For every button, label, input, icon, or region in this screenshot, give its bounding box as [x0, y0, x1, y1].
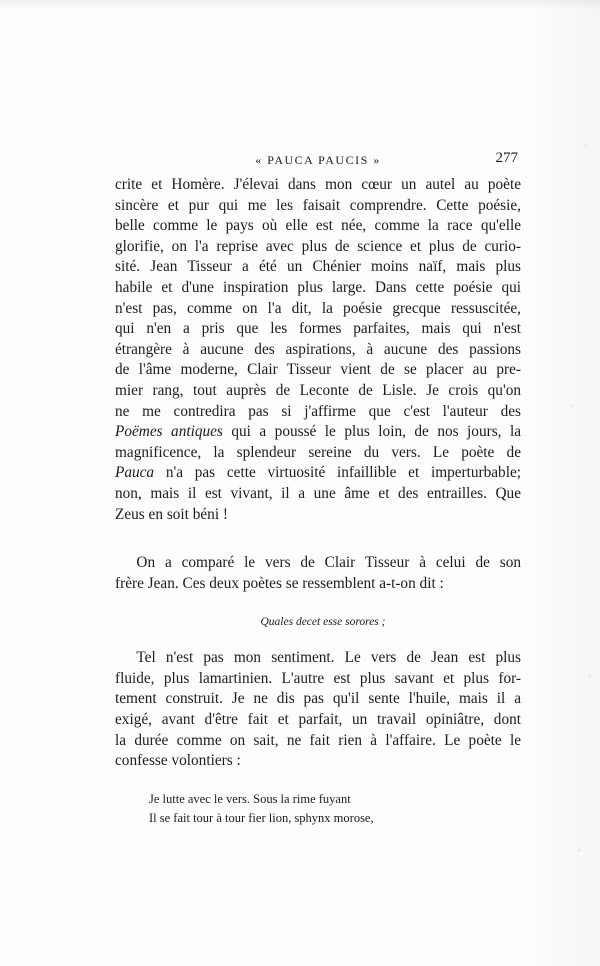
text-line: sité. Jean Tisseur a été un Chénier moins naïf, mais plus: [115, 258, 521, 276]
book-title-poemes-antiques: Poëmes antiques: [115, 423, 223, 441]
text-fragment: qui a poussé le plus loin, de nos jours, la: [222, 423, 521, 441]
paragraph-gap: [115, 594, 521, 612]
running-head: [118, 150, 518, 170]
latin-citation: Quales decet esse sorores ;: [260, 616, 386, 629]
text-fragment: n'a pas cette virtuosité infaillible et imperturbable;: [154, 464, 521, 482]
book-title-pauca: Pauca: [115, 464, 155, 482]
text-line: [115, 463, 521, 484]
text-line: On a comparé le vers de Clair Tisseur à celui de son: [136, 554, 521, 572]
running-title: « PAUCA PAUCIS »: [255, 153, 381, 167]
text-line: glorifie, on l'a reprise avec plus de science et plus de curio-: [115, 237, 521, 255]
scan-edge-right: [530, 0, 600, 966]
paragraph-gap: [115, 525, 521, 553]
text-line: de l'âme moderne, Clair Tisseur vient de se placer au pre-: [115, 361, 521, 379]
text-line: magnificence, la splendeur sereine du vers. Le poète de: [115, 443, 521, 461]
paragraph-gap: [115, 632, 521, 648]
body-text: [115, 175, 521, 828]
scan-edge-top: [0, 0, 600, 10]
text-line: crite et Homère. J'élevai dans mon cœur un autel au poète: [115, 176, 521, 193]
verse-line: Il se fait tour à tour fier lion, sphynx morose,: [149, 810, 374, 825]
verse-line: Je lutte avec le vers. Sous la rime fuyant: [149, 791, 351, 806]
text-line: Tel n'est pas mon sentiment. Le vers de Jean est plus: [136, 649, 521, 667]
text-line: [115, 422, 521, 443]
text-line: sincère et pur qui me les faisait comprendre. Cette poésie,: [115, 196, 521, 214]
page-number: 277: [495, 150, 518, 166]
text-line: Zeus en soit béni !: [115, 505, 229, 523]
text-line: habile et d'une inspiration plus large. Dans cette poésie qui: [115, 278, 521, 296]
text-line: frère Jean. Ces deux poètes se ressemblent a-t-on dit :: [115, 574, 444, 592]
text-line: n'est pas, comme on l'a dit, la poésie grecque ressuscitée,: [115, 299, 521, 317]
text-line: étrangère à aucune des aspirations, à aucune des passions: [115, 340, 521, 358]
text-line: non, mais il est vivant, il a une âme et des entrailles. Que: [115, 484, 521, 502]
text-line: fluide, plus lamartinien. L'autre est plus savant et plus for-: [115, 669, 521, 687]
text-line: la durée comme on sait, ne fait rien à l'affaire. Le poète le: [115, 731, 521, 749]
text-line: ne me contredira pas si j'affirme que c'est l'auteur des: [115, 402, 521, 420]
text-line: confesse volontiers :: [115, 752, 241, 770]
text-line: belle comme le pays où elle est née, comme la race qu'elle: [115, 217, 521, 235]
text-line: tement construit. Je ne dis pas qu'il sente l'huile, mais il a: [115, 690, 521, 708]
text-line: mier rang, tout auprès de Leconte de Lisle. Je crois qu'on: [115, 381, 521, 399]
text-line: exigé, avant d'être fait et parfait, un travail opiniâtre, dont: [115, 711, 521, 729]
paragraph-gap: [115, 772, 521, 790]
text-line: qui n'en a pris que les formes parfaites, mais qui n'est: [115, 320, 521, 338]
